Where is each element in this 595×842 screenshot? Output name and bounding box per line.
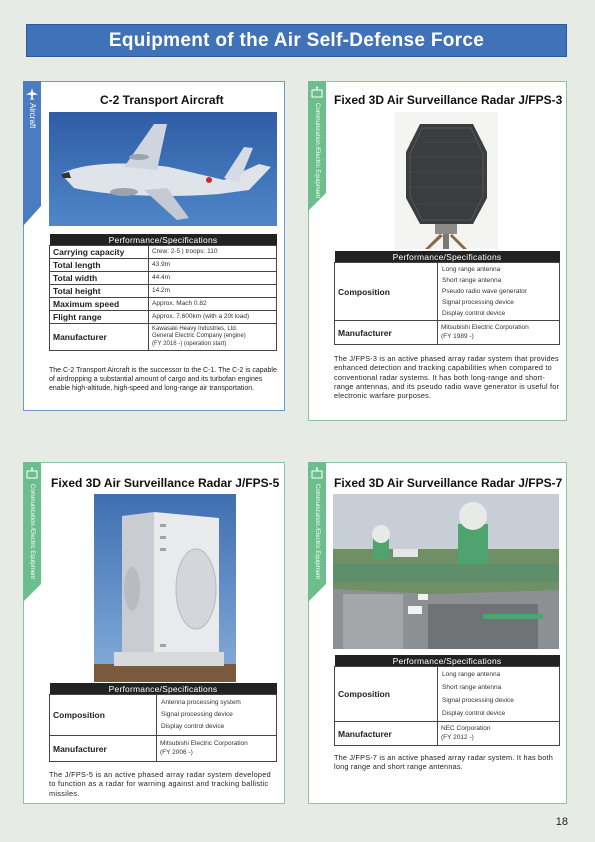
table-row: Total length 43.9m — [50, 259, 277, 272]
table-row — [50, 736, 277, 762]
composition-item: Signal processing device — [442, 299, 514, 306]
card-title: Fixed 3D Air Surveillance Radar J/FPS-3 — [334, 93, 563, 107]
table-row — [50, 695, 277, 736]
card-jfps3 — [308, 81, 567, 421]
category-tab-communication — [308, 81, 326, 211]
composition-label: Composition — [335, 263, 438, 321]
table-row — [335, 722, 560, 746]
card-title: Fixed 3D Air Surveillance Radar J/FPS-7 — [334, 476, 563, 490]
composition-item: Display control device — [442, 310, 506, 317]
manufacturer-value: Mitsubishi Electric Corporation (FY 1989 -) — [438, 321, 560, 345]
table-row: Maximum speed Approx. Mach 0.82 — [50, 298, 277, 311]
category-tab-communication — [308, 462, 326, 602]
communication-equipment-icon — [26, 467, 38, 479]
table-row: Total height 14.2m — [50, 285, 277, 298]
composition-item: Display control device — [442, 710, 506, 717]
composition-label: Composition — [50, 695, 157, 736]
spec-header: Performance/Specifications — [335, 655, 560, 667]
airplane-icon — [25, 87, 39, 101]
table-row — [335, 667, 560, 722]
manufacturer-value: Mitsubishi Electric Corporation (FY 2006 -) — [157, 736, 277, 762]
composition-item: Long range antenna — [442, 671, 501, 678]
card-description: The J/FPS-7 is an active phased array radar system. It has both long range and short range antennas. — [334, 753, 554, 772]
table-row: Flight range Approx. 7,600km (with a 20t load) — [50, 311, 277, 324]
card-description: The J/FPS-3 is an active phased array radar system that provides enhanced detection and tracking capabilities when compared to conventional radar systems. It has both long-range and short-range antennas, and its pseudo radio wave generator is useful for electronic warfare purposes. — [334, 354, 560, 401]
card-description: The C-2 Transport Aircraft is the successor to the C-1. The C-2 is capable of airdropping a substantial amount of cargo and its turbofan engines enable high-altitude, high-speed and long-range air transportation. — [49, 367, 277, 392]
composition-item: Display control device — [161, 723, 225, 730]
table-row — [335, 321, 560, 345]
spec-table — [49, 234, 277, 351]
card-jfps5 — [23, 462, 285, 804]
manufacturer-value: NEC Corporation (FY 2012 -) — [438, 722, 560, 746]
spec-table — [334, 655, 560, 746]
c2-aircraft-photo — [49, 112, 277, 226]
page-title-banner — [26, 24, 567, 57]
category-tab-aircraft — [23, 81, 41, 226]
card-c2-transport — [23, 81, 285, 411]
jfps3-radar-photo — [395, 112, 498, 249]
category-label: Communication /Electric Equipment — [314, 484, 320, 580]
category-label: Communication /Electric Equipment — [29, 484, 35, 580]
category-label: Aircraft — [28, 103, 37, 129]
card-title: C-2 Transport Aircraft — [100, 93, 224, 107]
composition-item: Antenna processing system — [161, 699, 241, 706]
page-number: 18 — [555, 816, 568, 828]
card-description: The J/FPS-5 is an active phased array radar system developed to function as a radar for warning against and tracking ballistic missiles. — [49, 770, 272, 798]
composition-item: Long range antenna — [442, 266, 501, 273]
table-row: Carrying capacity Crew: 2-5 | troops: 110 — [50, 246, 277, 259]
manufacturer-label: Manufacturer — [335, 722, 438, 746]
communication-equipment-icon — [311, 467, 323, 479]
spec-table — [49, 683, 277, 762]
composition-item: Short range antenna — [442, 277, 502, 284]
manufacturer-label: Manufacturer — [335, 321, 438, 345]
spec-table — [334, 251, 560, 345]
table-row — [335, 263, 560, 321]
jfps5-radar-photo — [94, 494, 236, 682]
table-row: Manufacturer Kawasaki Heavy Industries, Ltd. General Electric Company (engine) (FY 2016 -) (operation start) — [50, 324, 277, 351]
composition-item: Short range antenna — [442, 684, 502, 691]
card-title: Fixed 3D Air Surveillance Radar J/FPS-5 — [51, 476, 280, 490]
composition-item: Pseudo radio wave generator — [442, 288, 527, 295]
category-tab-communication — [23, 462, 41, 602]
composition-label: Composition — [335, 667, 438, 722]
table-row: Total width 44.4m — [50, 272, 277, 285]
composition-item: Signal processing device — [161, 711, 233, 718]
manufacturer-label: Manufacturer — [50, 736, 157, 762]
category-label: Communication /Electric Equipment — [314, 103, 320, 199]
spec-header: Performance/Specifications — [50, 234, 277, 246]
jfps7-radar-site-photo — [333, 494, 559, 649]
communication-equipment-icon — [311, 86, 323, 98]
card-jfps7 — [308, 462, 567, 804]
page-title: Equipment of the Air Self-Defense Force — [108, 29, 485, 51]
spec-header: Performance/Specifications — [50, 683, 277, 695]
spec-header: Performance/Specifications — [335, 251, 560, 263]
composition-item: Signal processing device — [442, 697, 514, 704]
